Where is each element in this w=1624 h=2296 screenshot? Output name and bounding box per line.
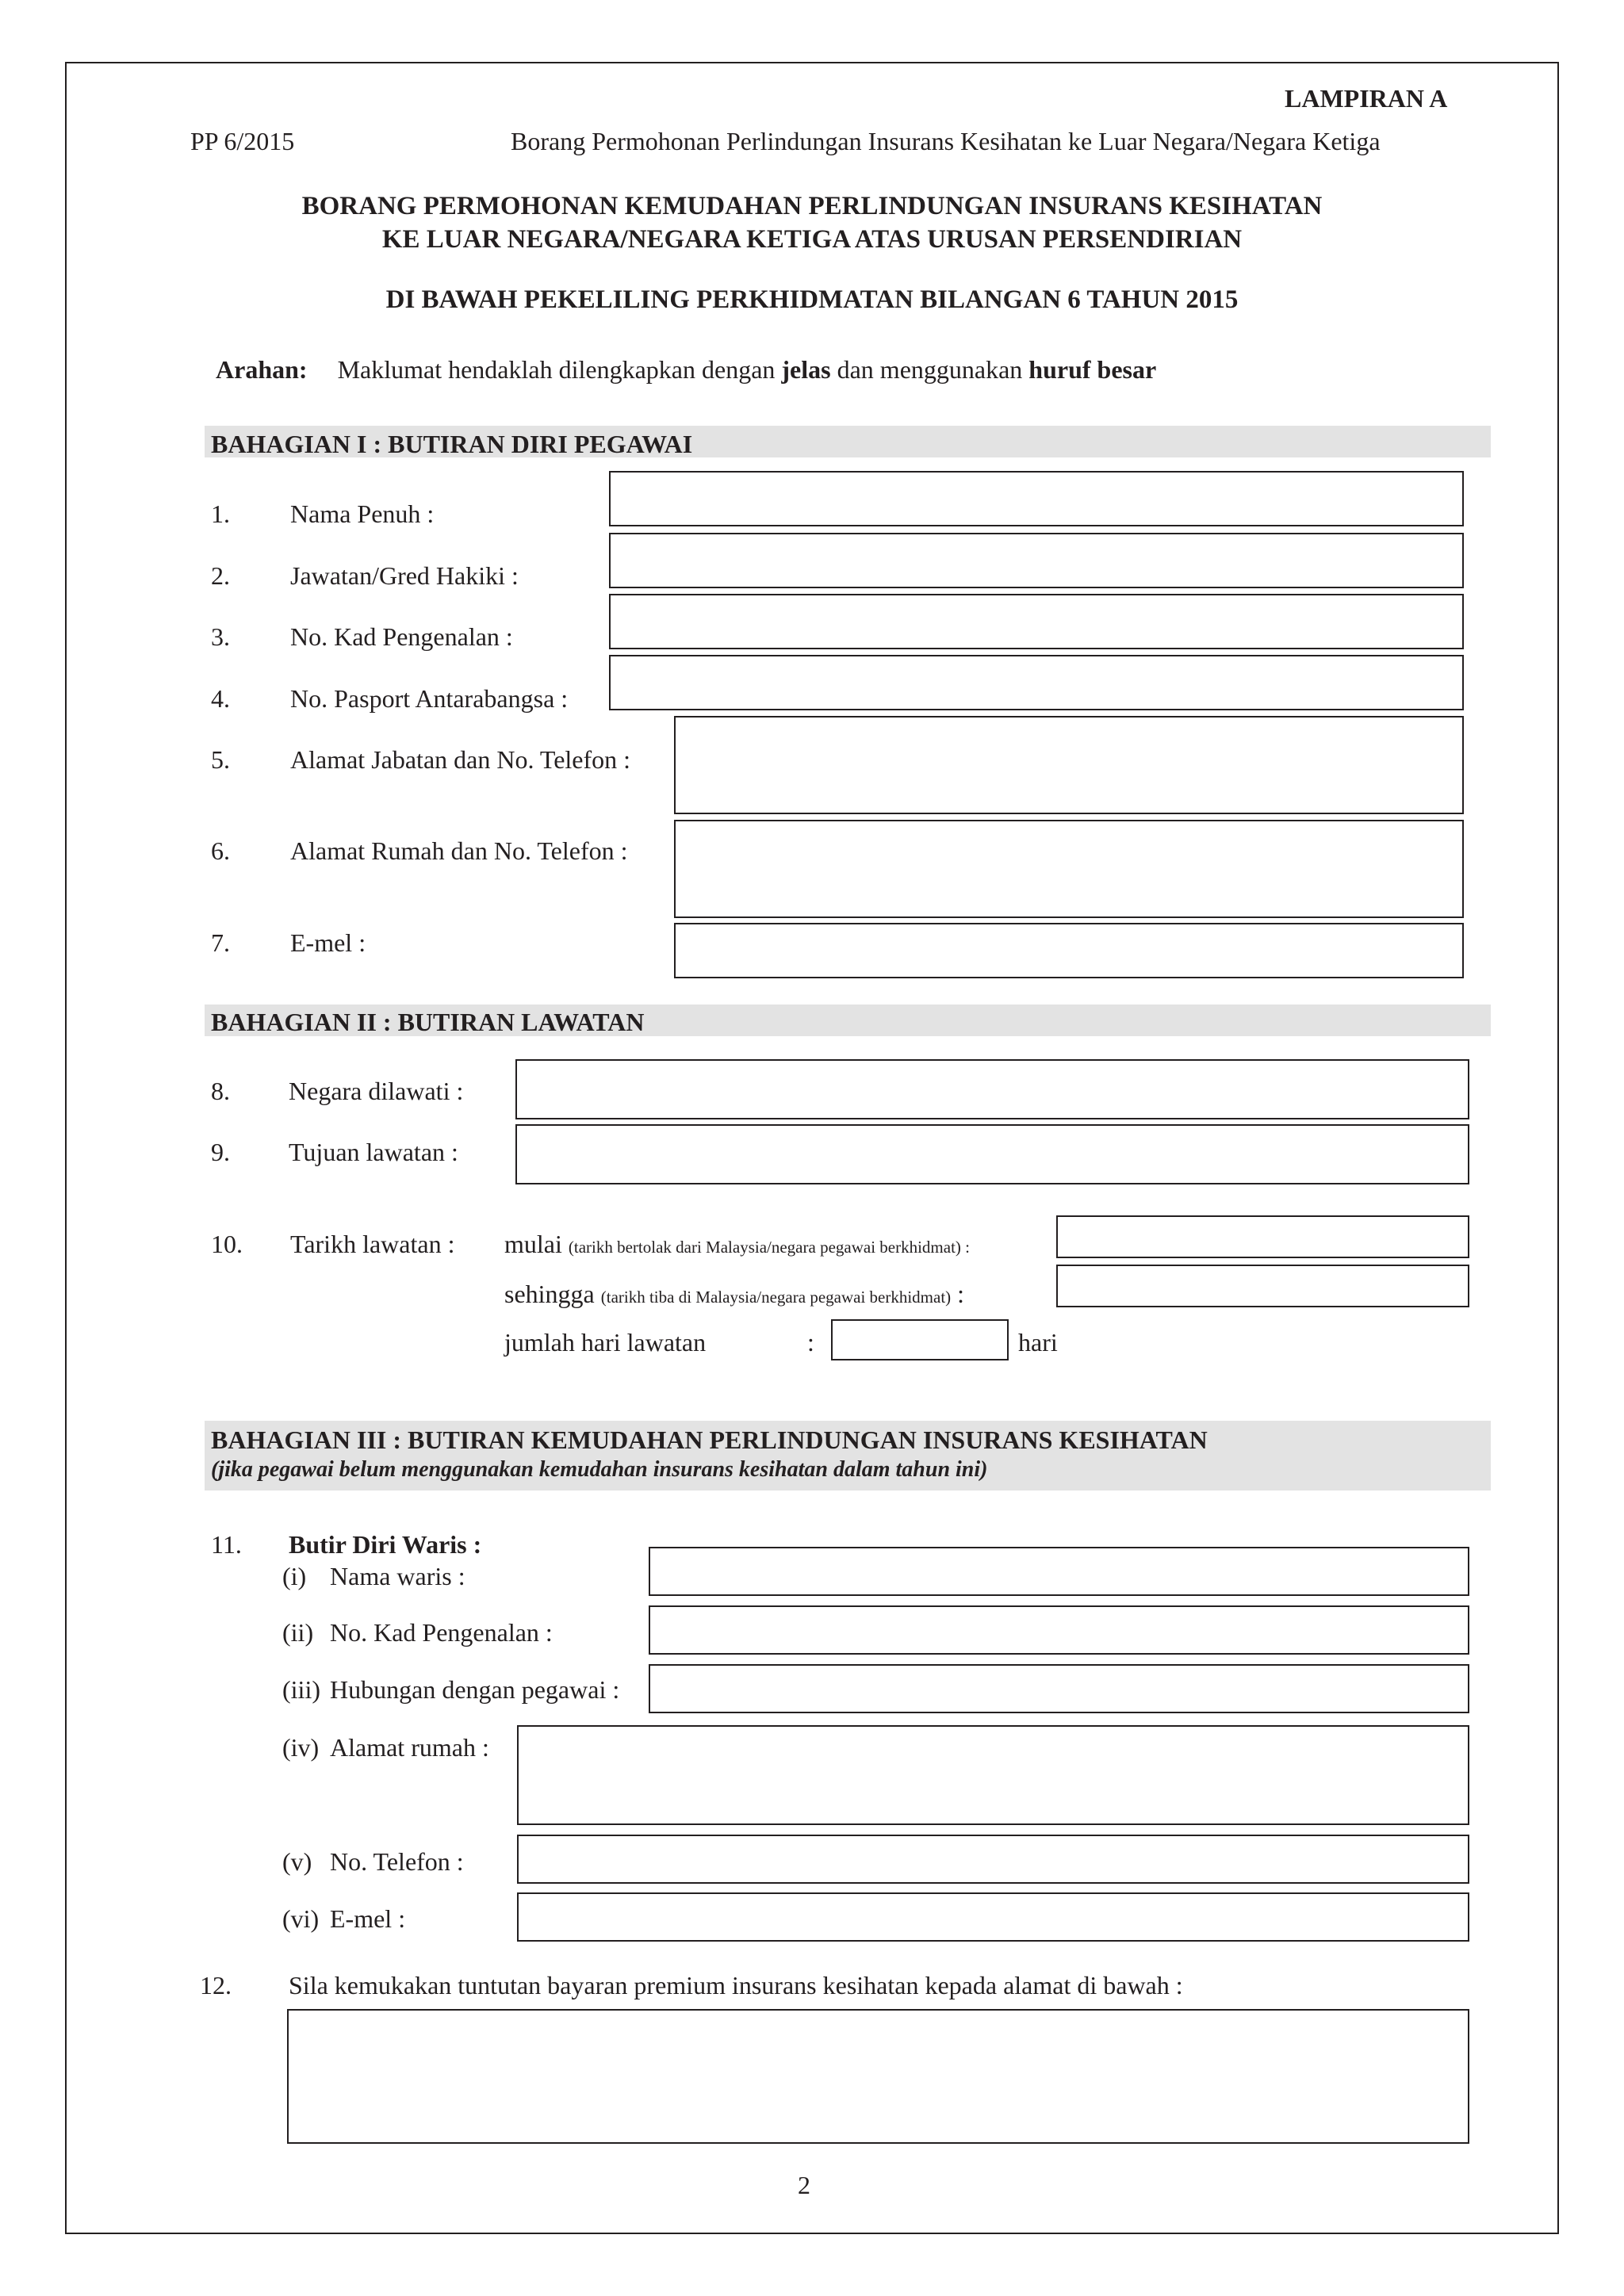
- label-kad-pengenalan: No. Kad Pengenalan :: [290, 622, 513, 651]
- label-email-waris: E-mel :: [330, 1904, 406, 1933]
- input-tujuan-lawatan[interactable]: [515, 1124, 1469, 1184]
- label-hubungan-pegawai: Hubungan dengan pegawai :: [330, 1675, 620, 1704]
- input-pasport[interactable]: [609, 655, 1464, 710]
- document-subtitle: Borang Permohonan Perlindungan Insurans Kesihatan ke Luar Negara/Negara Ketiga: [511, 127, 1381, 155]
- input-negara-dilawati[interactable]: [515, 1059, 1469, 1119]
- item-number: 4.: [211, 684, 230, 713]
- item-number: 10.: [211, 1230, 243, 1258]
- input-kad-pengenalan[interactable]: [609, 594, 1464, 649]
- item-number: 2.: [211, 561, 230, 590]
- item-number: 5.: [211, 745, 230, 774]
- label-jumlah-hari: jumlah hari lawatan: [504, 1328, 707, 1357]
- label-hari: hari: [1018, 1328, 1058, 1357]
- label-tuntutan-premium: Sila kemukakan tuntutan bayaran premium insurans kesihatan kepada alamat di bawah :: [289, 1971, 1183, 1999]
- subitem-number: (iii): [282, 1675, 320, 1704]
- instructions-bold-2: huruf besar: [1028, 355, 1157, 384]
- item-number: 8.: [211, 1077, 230, 1105]
- label-kad-pengenalan-waris: No. Kad Pengenalan :: [330, 1618, 553, 1647]
- sehingga-colon: :: [957, 1280, 965, 1308]
- label-alamat-jabatan: Alamat Jabatan dan No. Telefon :: [290, 745, 631, 774]
- input-jumlah-hari[interactable]: [831, 1319, 1009, 1360]
- input-email[interactable]: [674, 923, 1464, 978]
- label-jawatan-gred: Jawatan/Gred Hakiki :: [290, 561, 519, 590]
- form-title-line3: DI BAWAH PEKELILING PERKHIDMATAN BILANGAN 6 TAHUN 2015: [385, 285, 1239, 314]
- instructions-text-1: Maklumat hendaklah dilengkapkan dengan: [337, 355, 782, 384]
- subitem-number: (i): [282, 1562, 307, 1590]
- form-title-line1: BORANG PERMOHONAN KEMUDAHAN PERLINDUNGAN INSURANS KESIHATAN: [301, 192, 1323, 220]
- section2-title: BAHAGIAN II : BUTIRAN LAWATAN: [211, 1008, 645, 1036]
- label-butir-diri-waris: Butir Diri Waris :: [289, 1530, 482, 1559]
- label-sehingga: [504, 1281, 964, 1307]
- input-hubungan-pegawai[interactable]: [649, 1664, 1469, 1713]
- instructions-bold-1: jelas: [781, 355, 831, 384]
- item-number: 7.: [211, 928, 230, 957]
- label-alamat-rumah-waris: Alamat rumah :: [330, 1733, 489, 1762]
- input-kad-pengenalan-waris[interactable]: [649, 1605, 1469, 1655]
- label-tujuan-lawatan: Tujuan lawatan :: [289, 1138, 458, 1166]
- input-tarikh-mulai[interactable]: [1056, 1215, 1469, 1258]
- lampiran-label: LAMPIRAN A: [1285, 84, 1448, 113]
- form-title-line2: KE LUAR NEGARA/NEGARA KETIGA ATAS URUSAN PERSENDIRIAN: [381, 225, 1243, 254]
- section3-note: (jika pegawai belum menggunakan kemudahan insurans kesihatan dalam tahun ini): [211, 1457, 988, 1482]
- input-alamat-tuntutan[interactable]: [287, 2009, 1469, 2144]
- label-email: E-mel :: [290, 928, 366, 957]
- document-reference: PP 6/2015: [190, 127, 295, 155]
- label-negara-dilawati: Negara dilawati :: [289, 1077, 464, 1105]
- item-number: 6.: [211, 836, 230, 865]
- sehingga-note: (tarikh tiba di Malaysia/negara pegawai berkhidmat): [600, 1288, 952, 1307]
- input-nama-penuh[interactable]: [609, 471, 1464, 526]
- input-email-waris[interactable]: [517, 1892, 1469, 1942]
- jumlah-hari-colon: :: [807, 1328, 814, 1357]
- label-nama-penuh: Nama Penuh :: [290, 499, 435, 528]
- item-number: 1.: [211, 499, 230, 528]
- section3-title: BAHAGIAN III : BUTIRAN KEMUDAHAN PERLINDUNGAN INSURANS KESIHATAN: [211, 1425, 1208, 1454]
- item-number: 9.: [211, 1138, 230, 1166]
- instructions: [216, 357, 1156, 382]
- subitem-number: (vi): [282, 1904, 320, 1933]
- input-alamat-jabatan[interactable]: [674, 716, 1464, 814]
- input-alamat-rumah-waris[interactable]: [517, 1725, 1469, 1825]
- page-number: 2: [798, 2171, 810, 2199]
- label-nama-waris: Nama waris :: [330, 1562, 465, 1590]
- instructions-label: Arahan:: [216, 355, 308, 384]
- item-number: 12.: [200, 1971, 232, 1999]
- instructions-text-2: dan menggunakan: [830, 355, 1029, 384]
- item-number: 3.: [211, 622, 230, 651]
- label-tarikh-lawatan: Tarikh lawatan :: [290, 1230, 455, 1258]
- input-tarikh-sehingga[interactable]: [1056, 1265, 1469, 1307]
- subitem-number: (iv): [282, 1733, 320, 1762]
- label-mulai: [504, 1231, 970, 1257]
- subitem-number: (ii): [282, 1618, 314, 1647]
- mulai-note: (tarikh bertolak dari Malaysia/negara pegawai berkhidmat) :: [568, 1238, 970, 1257]
- subitem-number: (v): [282, 1847, 312, 1876]
- label-pasport: No. Pasport Antarabangsa :: [290, 684, 569, 713]
- label-alamat-rumah: Alamat Rumah dan No. Telefon :: [290, 836, 628, 865]
- input-nama-waris[interactable]: [649, 1547, 1469, 1596]
- item-number: 11.: [211, 1530, 242, 1559]
- input-telefon-waris[interactable]: [517, 1835, 1469, 1884]
- mulai-text: mulai: [504, 1230, 562, 1258]
- sehingga-text: sehingga: [504, 1280, 595, 1308]
- label-telefon-waris: No. Telefon :: [330, 1847, 464, 1876]
- section1-title: BAHAGIAN I : BUTIRAN DIRI PEGAWAI: [211, 430, 693, 458]
- input-alamat-rumah[interactable]: [674, 820, 1464, 918]
- input-jawatan-gred[interactable]: [609, 533, 1464, 588]
